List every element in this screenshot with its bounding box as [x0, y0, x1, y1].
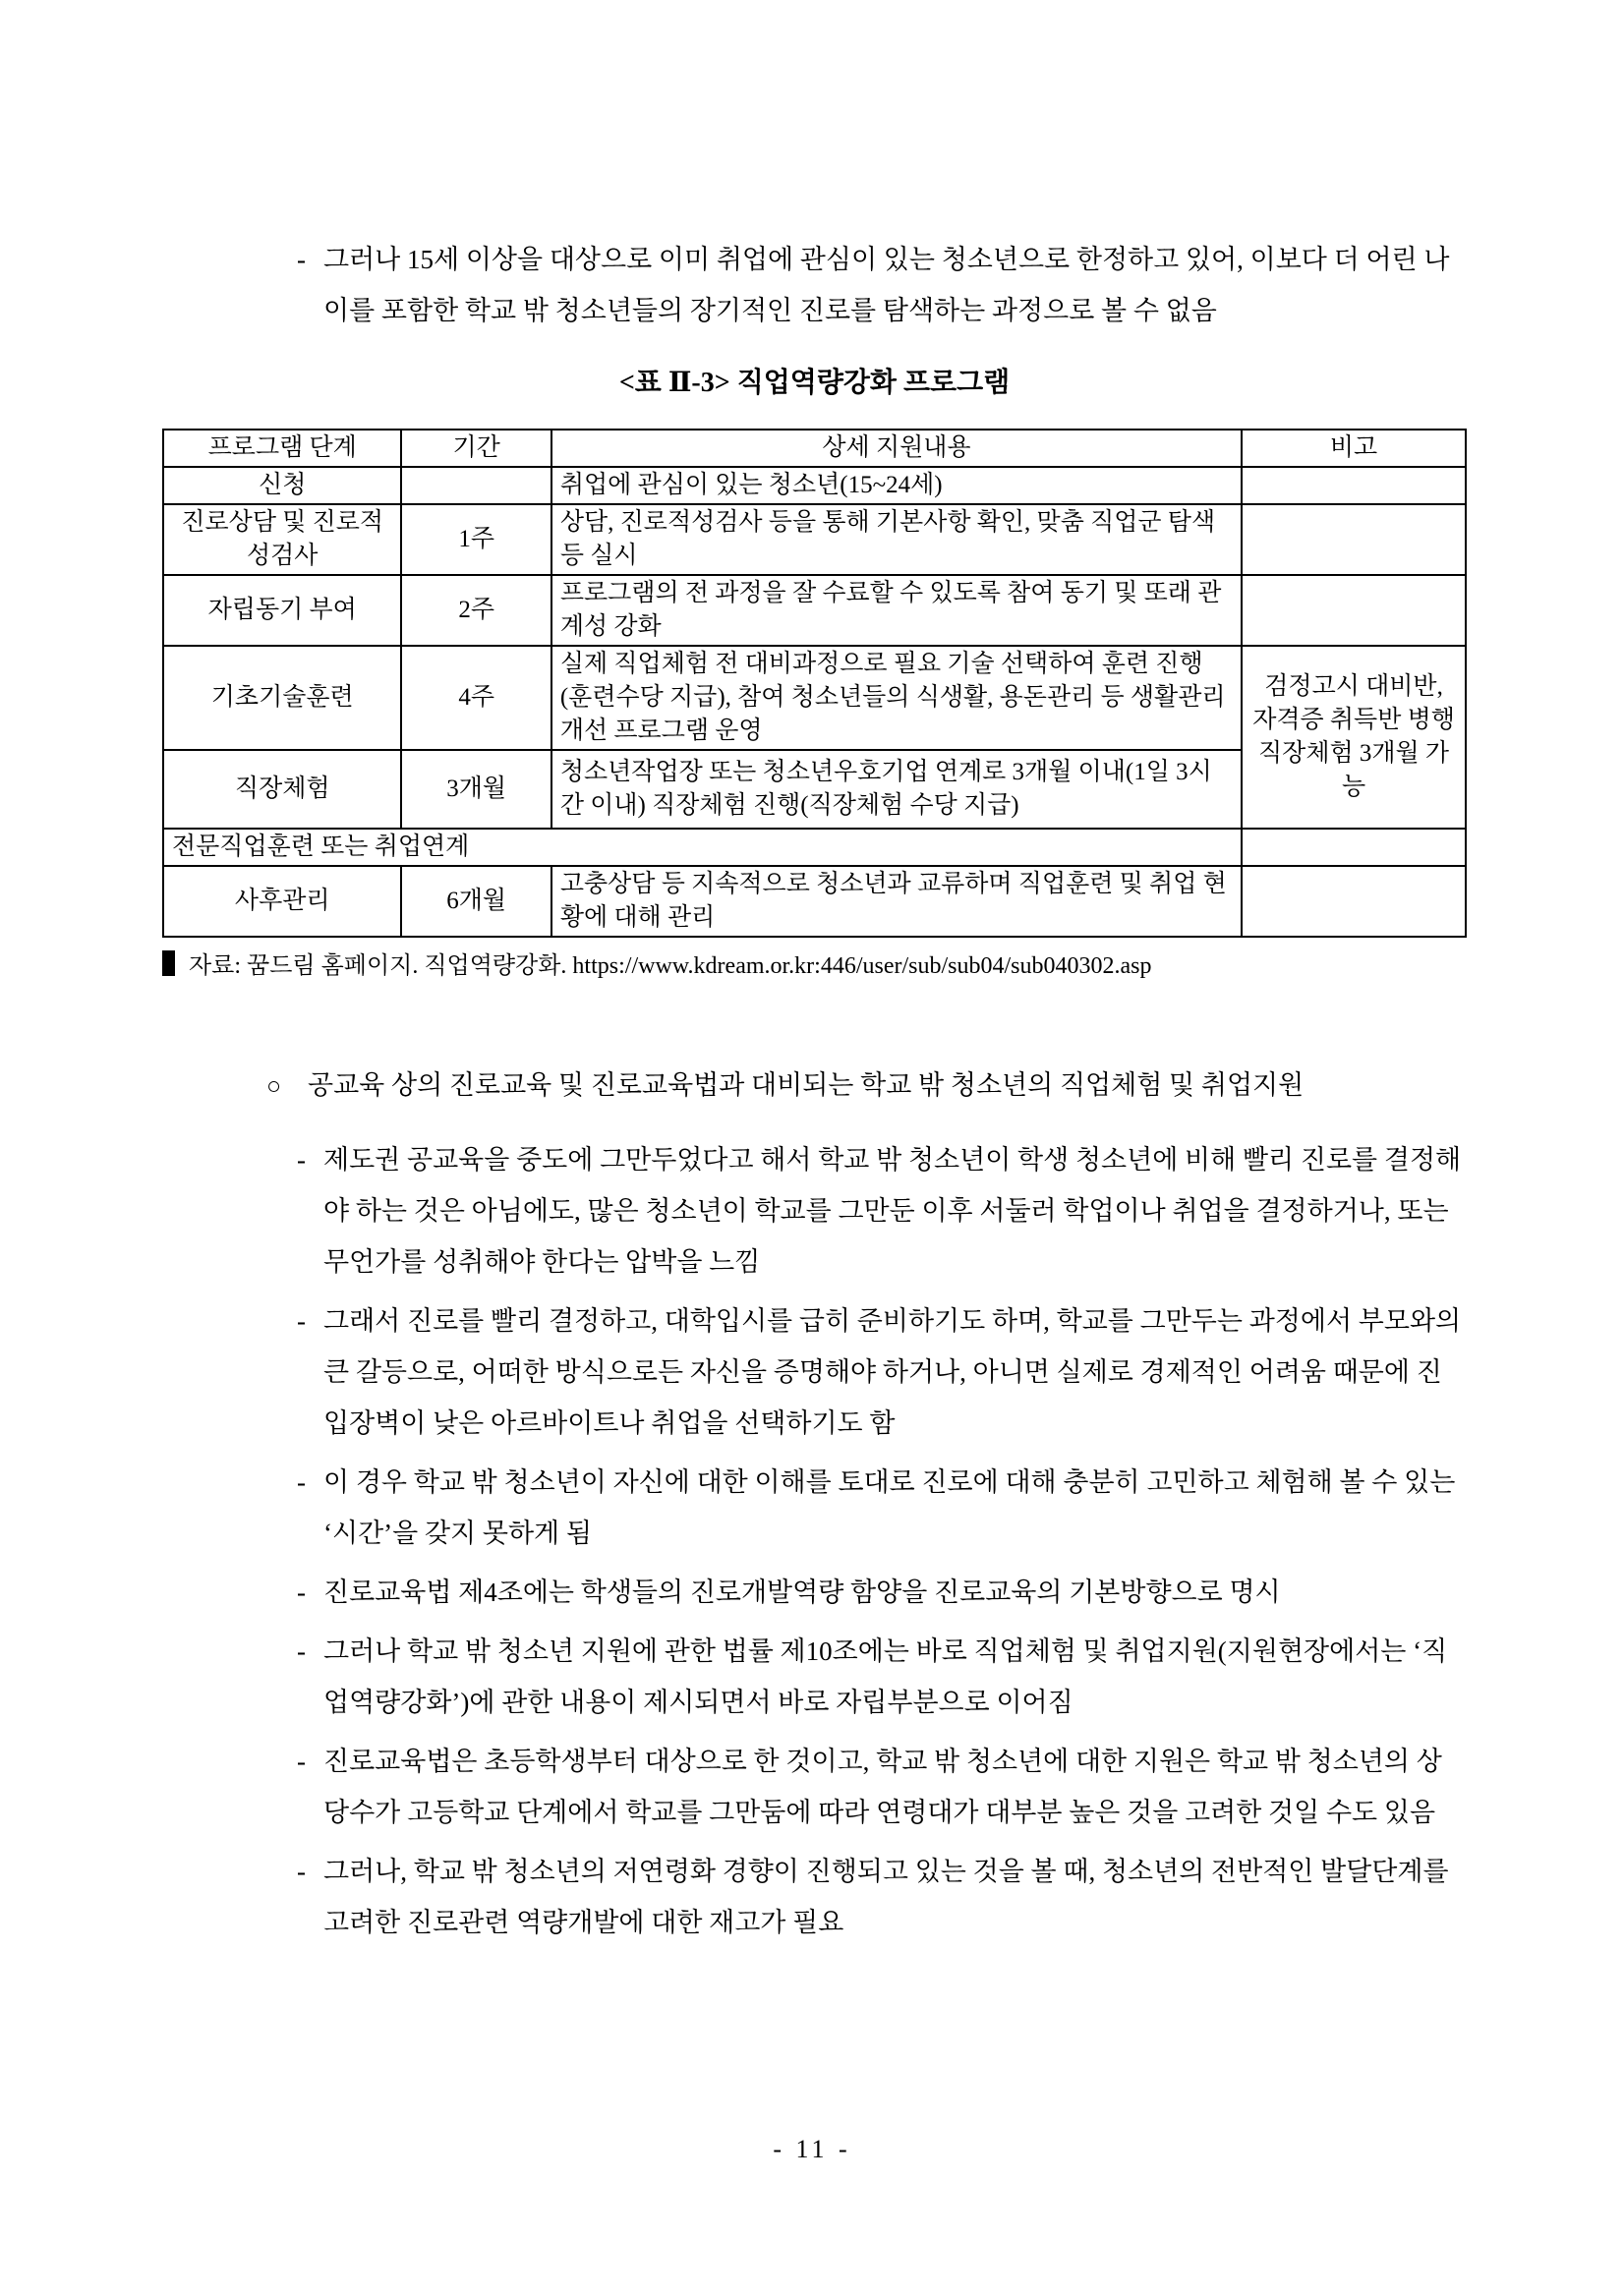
dash-marker: - — [297, 1306, 306, 1336]
stage-cell: 사후관리 — [163, 866, 401, 937]
period-cell: 2주 — [401, 575, 551, 646]
stage-cell: 기초기술훈련 — [163, 646, 401, 750]
detail-cell: 상담, 진로적성검사 등을 통해 기본사항 확인, 맞춤 직업군 탐색 등 실시 — [551, 504, 1242, 575]
stage-cell: 자립동기 부여 — [163, 575, 401, 646]
intro-text: 그러나 15세 이상을 대상으로 이미 취업에 관심이 있는 청소년으로 한정하고 있어, 이보다 더 어린 나이를 포함한 학교 밖 청소년들의 장기적인 진로를 탐색하는 과정으로 볼 수 없음 — [323, 245, 1450, 325]
dash-marker: - — [297, 1636, 306, 1666]
dash-marker: - — [297, 1747, 306, 1776]
source-text: 자료: 꿈드림 홈페이지. 직업역량강화. https://www.kdream.or.kr:446/user/sub/sub04/sub040302.asp — [189, 953, 1152, 979]
table-row — [163, 575, 1466, 646]
dash-marker: - — [297, 1467, 306, 1497]
detail-cell: 실제 직업체험 전 대비과정으로 필요 기술 선택하여 훈련 진행 (훈련수당 지급), 참여 청소년들의 식생활, 용돈관리 등 생활관리 개선 프로그램 운영 — [551, 646, 1242, 750]
stage-cell: 진로상담 및 진로적성검사 — [163, 504, 401, 575]
list-item — [162, 1295, 1467, 1449]
list-item — [162, 1457, 1467, 1559]
source-bullet-icon — [162, 950, 175, 976]
period-cell: 3개월 — [401, 750, 551, 829]
detail-cell: 프로그램의 전 과정을 잘 수료할 수 있도록 참여 동기 및 또래 관계성 강화 — [551, 575, 1242, 646]
period-cell: 6개월 — [401, 866, 551, 937]
item-text: 진로교육법 제4조에는 학생들의 진로개발역량 함양을 진로교육의 기본방향으로 명시 — [323, 1578, 1281, 1607]
list-item — [162, 1736, 1467, 1838]
table-row-merged — [163, 829, 1466, 866]
item-text: 이 경우 학교 밖 청소년이 자신에 대한 이해를 토대로 진로에 대해 충분히 고민하고 체험해 볼 수 있는 ‘시간’을 갖지 못하게 됨 — [323, 1467, 1456, 1548]
dash-marker: - — [297, 245, 306, 274]
table-row — [163, 467, 1466, 504]
page-number: - 11 - — [773, 2135, 851, 2163]
item-text: 그래서 진로를 빨리 결정하고, 대학입시를 급히 준비하기도 하며, 학교를 그만두는 과정에서 부모와의 큰 갈등으로, 어떠한 방식으로든 자신을 증명해야 하거나, 아니면 실제로 경제적인 어려움 때문에 진입장벽이 낮은 아르바이트나 취업을 선택하기도 함 — [323, 1306, 1462, 1438]
detail-cell: 고충상담 등 지속적으로 청소년과 교류하며 직업훈련 및 취업 현황에 대해 관리 — [551, 866, 1242, 937]
section-title-item — [162, 1060, 1467, 1113]
note-cell — [1242, 866, 1466, 937]
merged-stage-detail-cell: 전문직업훈련 또는 취업연계 — [163, 829, 1242, 866]
item-text: 그러나, 학교 밖 청소년의 저연령화 경향이 진행되고 있는 것을 볼 때, 청소년의 전반적인 발달단계를 고려한 진로관련 역량개발에 대한 재고가 필요 — [323, 1857, 1449, 1937]
period-cell — [401, 467, 551, 504]
table-caption: <표 Ⅱ-3> 직업역량강화 프로그램 — [618, 368, 1011, 398]
column-header-stage: 프로그램 단계 — [163, 430, 401, 467]
detail-cell: 청소년작업장 또는 청소년우호기업 연계로 3개월 이내(1일 3시간 이내) 직장체험 진행(직장체험 수당 지급) — [551, 750, 1242, 829]
list-item — [162, 1846, 1467, 1948]
list-item — [162, 1134, 1467, 1288]
column-header-note: 비고 — [1242, 430, 1466, 467]
note-cell — [1242, 504, 1466, 575]
item-text: 진로교육법은 초등학생부터 대상으로 한 것이고, 학교 밖 청소년에 대한 지원은 학교 밖 청소년의 상당수가 고등학교 단계에서 학교를 그만둠에 따라 연령대가 대부분 높은 것을 고려한 것일 수도 있음 — [323, 1747, 1442, 1827]
item-text: 그러나 학교 밖 청소년 지원에 관한 법률 제10조에는 바로 직업체험 및 취업지원(지원현장에서는 ‘직업역량강화’)에 관한 내용이 제시되면서 바로 자립부분으로 이어짐 — [323, 1636, 1448, 1717]
table-row — [163, 646, 1466, 750]
dash-marker: - — [297, 1145, 306, 1175]
circle-bullet-marker: ○ — [266, 1073, 282, 1100]
item-text: 제도권 공교육을 중도에 그만두었다고 해서 학교 밖 청소년이 학생 청소년에 비해 빨리 진로를 결정해야 하는 것은 아님에도, 많은 청소년이 학교를 그만둔 이후 서둘러 학업이나 취업을 결정하거나, 또는 무언가를 성취해야 한다는 압박을 느낌 — [323, 1145, 1462, 1277]
detail-cell: 취업에 관심이 있는 청소년(15~24세) — [551, 467, 1242, 504]
stage-cell: 직장체험 — [163, 750, 401, 829]
dash-marker: - — [297, 1578, 306, 1607]
intro-item — [162, 234, 1467, 336]
section-title-text: 공교육 상의 진로교육 및 진로교육법과 대비되는 학교 밖 청소년의 직업체험 및 취업지원 — [308, 1070, 1305, 1100]
period-cell: 4주 — [401, 646, 551, 750]
table-row — [163, 866, 1466, 937]
note-cell — [1242, 829, 1466, 866]
source-note — [162, 949, 1467, 983]
table-row — [163, 504, 1466, 575]
list-item — [162, 1567, 1467, 1618]
note-cell-merged: 검정고시 대비반, 자격증 취득반 병행 직장체험 3개월 가능 — [1242, 646, 1466, 829]
stage-cell: 신청 — [163, 467, 401, 504]
dash-marker: - — [297, 1857, 306, 1886]
list-item — [162, 1626, 1467, 1728]
program-table — [162, 429, 1467, 938]
table-header-row — [163, 430, 1466, 467]
note-cell — [1242, 467, 1466, 504]
column-header-detail: 상세 지원내용 — [551, 430, 1242, 467]
note-cell — [1242, 575, 1466, 646]
period-cell: 1주 — [401, 504, 551, 575]
column-header-period: 기간 — [401, 430, 551, 467]
